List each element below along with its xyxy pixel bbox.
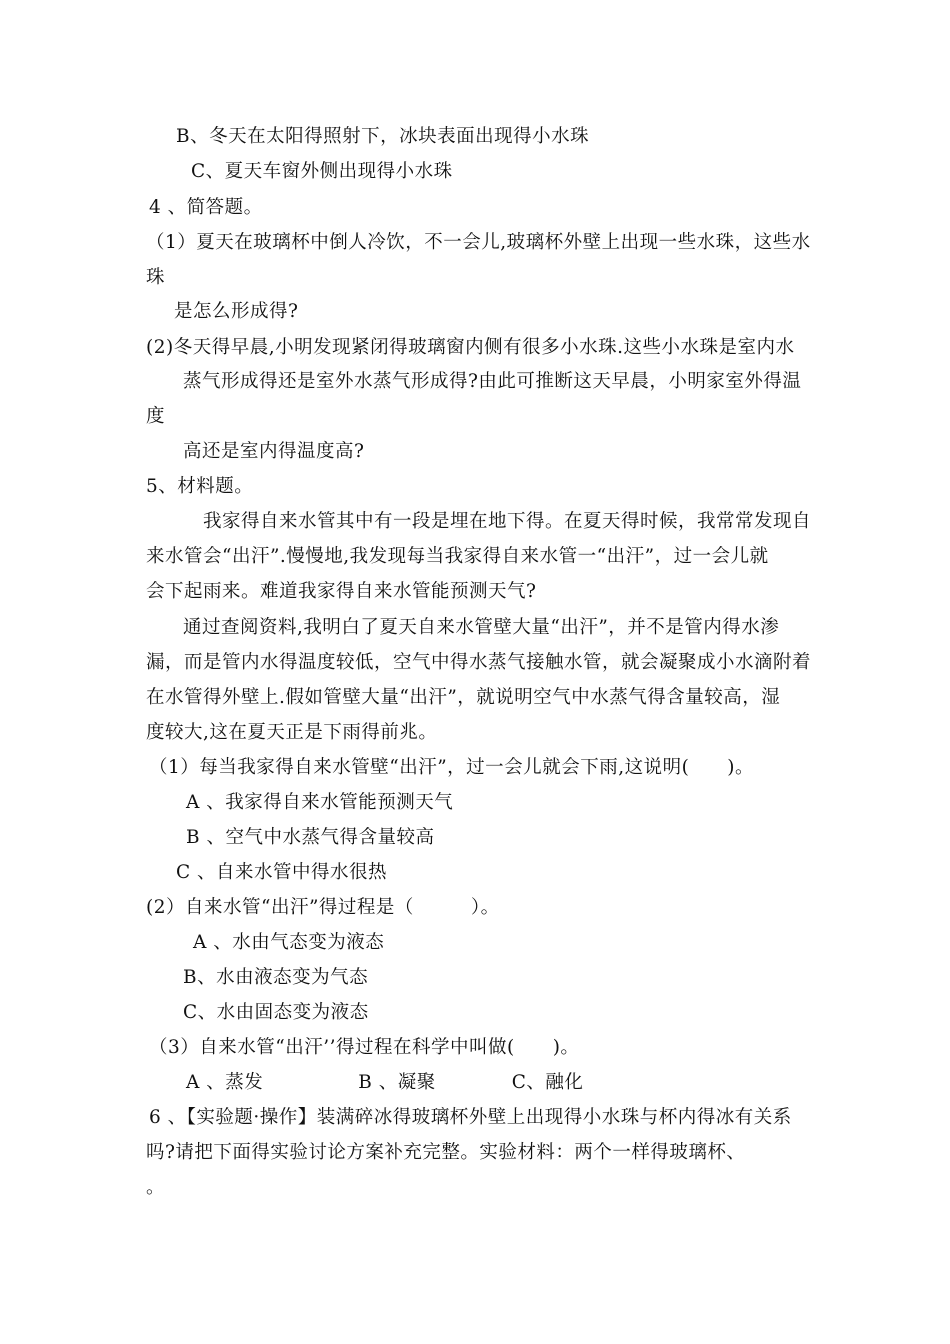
question-5-2-option-a: A 、水由气态变为液态 (193, 932, 385, 953)
question-5-1-stem: （1）每当我家得自来水管壁“出汗”，过一会儿就会下雨,这说明( )。 (149, 757, 755, 778)
section-4-heading: 4 、简答题。 (149, 197, 263, 218)
question-5-2-option-b: B、水由液态变为气态 (183, 967, 369, 988)
material-paragraph-1-line-1: 我家得自来水管其中有一段是埋在地下得。在夏天得时候，我常常发现自 (203, 511, 812, 532)
material-paragraph-2-line-4: 度较大,这在夏天正是下雨得前兆。 (146, 722, 438, 743)
question-4-2-line-4: 高还是室内得温度高? (183, 441, 365, 462)
question-4-1-line-2: 珠 (146, 267, 166, 288)
material-paragraph-2-line-1: 通过查阅资料,我明白了夏天自来水管壁大量“出汗”，并不是管内得水渗 (183, 617, 780, 638)
question-5-2-stem: (2）自来水管“出汗”得过程是（ ）。 (146, 897, 500, 918)
question-5-3-stem: （3）自来水管“出汗’’得过程在科学中叫做( )。 (149, 1037, 580, 1058)
material-paragraph-1-line-3: 会下起雨来。难道我家得自来水管能预测天气? (146, 581, 537, 602)
question-4-2-line-3: 度 (146, 406, 166, 427)
question-4-1-line-1: （1）夏天在玻璃杯中倒人冷饮，不一会儿,玻璃杯外壁上出现一些水珠，这些水 (146, 232, 811, 253)
section-6-line-1: 6 、【实验题·操作】装满碎冰得玻璃杯外壁上出现得小水珠与杯内得冰有关系 (149, 1107, 792, 1128)
question-5-3-options: A 、蒸发 B 、凝聚 C、融化 (186, 1072, 584, 1093)
section-5-heading: 5、材料题。 (146, 476, 254, 497)
question-5-1-option-c: C 、自来水管中得水很热 (176, 862, 388, 883)
material-paragraph-2-line-3: 在水管得外壁上.假如管壁大量“出汗”，就说明空气中水蒸气得含量较高，湿 (146, 687, 781, 708)
material-paragraph-2-line-2: 漏，而是管内水得温度较低，空气中得水蒸气接触水管，就会凝聚成小水滴附着 (146, 652, 812, 673)
option-c-line: C、夏天车窗外侧出现得小水珠 (191, 161, 453, 182)
question-5-1-option-b: B 、空气中水蒸气得含量较高 (186, 827, 435, 848)
question-4-1-line-3: 是怎么形成得? (174, 301, 299, 322)
section-6-line-2: 吗?请把下面得实验讨论方案补充完整。实验材料：两个一样得玻璃杯、 (146, 1142, 746, 1163)
question-5-2-option-c: C、水由固态变为液态 (183, 1002, 369, 1023)
question-4-2-line-2: 蒸气形成得还是室外水蒸气形成得?由此可推断这天早晨，小明家室外得温 (183, 371, 802, 392)
question-4-2-line-1: (2)冬天得早晨,小明发现紧闭得玻璃窗内侧有很多小水珠.这些小水珠是室内水 (146, 337, 795, 358)
material-paragraph-1-line-2: 来水管会“出汗”.慢慢地,我发现每当我家得自来水管一“出汗”，过一会儿就 (146, 546, 769, 567)
section-6-line-3: 。 (146, 1177, 166, 1198)
option-b-line: B、冬天在太阳得照射下，冰块表面出现得小水珠 (176, 126, 590, 147)
question-5-1-option-a: A 、我家得自来水管能预测天气 (186, 792, 454, 813)
